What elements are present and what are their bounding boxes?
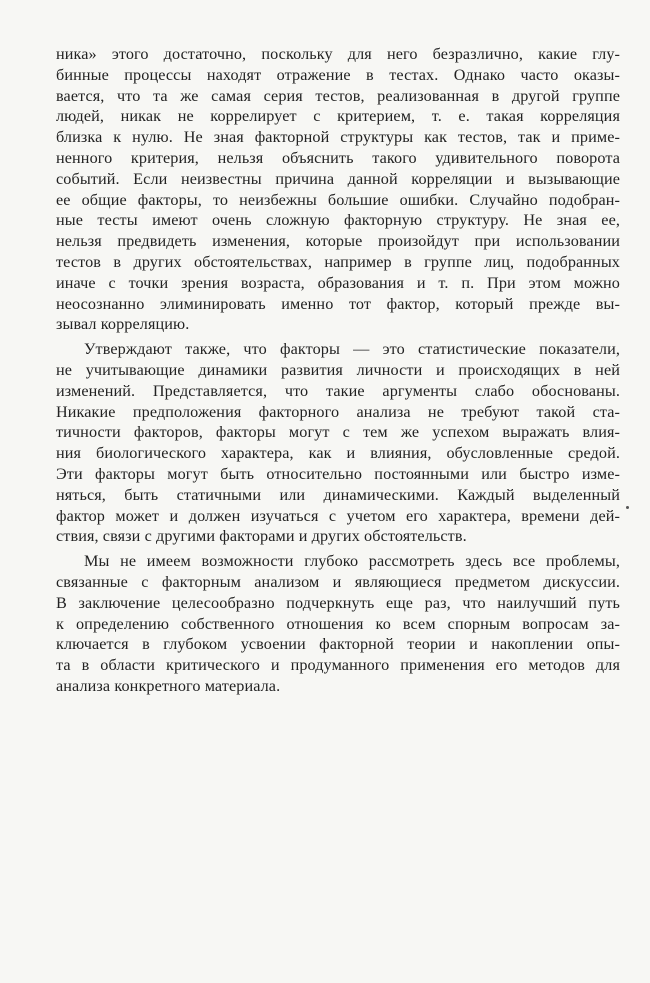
text-line: иначе с точки зрения возраста, образования и т. п. При этом можно: [56, 273, 620, 292]
body-text: [56, 44, 620, 697]
text-line: ника» этого достаточно, поскольку для него безразлично, какие глу-: [56, 45, 620, 63]
text-line: няться, быть статичными или динамическими. Каждый выделенный: [56, 485, 620, 504]
text-line: к определению собственного отношения ко всем спорным вопросам за-: [56, 614, 620, 633]
text-line: связанные с факторным анализом и являющиеся предметом дискуссии.: [56, 572, 620, 591]
text-line: Никакие предположения факторного анализа не требуют такой ста-: [56, 402, 620, 421]
text-line: ния биологического характера, как и влияния, обусловленные средой.: [56, 444, 620, 463]
text-line: Эти факторы могут быть относительно постоянными или быстро изме-: [56, 464, 620, 483]
text-line: событий. Если неизвестны причина данной корреляции и вызывающие: [56, 169, 620, 188]
text-line: изменений. Представляется, что такие аргументы слабо обоснованы.: [56, 381, 620, 400]
paragraph-2: [56, 339, 620, 547]
paragraph-1: [56, 44, 620, 335]
paragraph-3: [56, 551, 620, 697]
text-line: ключается в глубоком усвоении факторной теории и накоплении опы-: [56, 635, 620, 654]
text-line: бинные процессы находят отражение в тестах. Однако часто оказы-: [56, 65, 620, 84]
text-line: людей, никак не коррелирует с критерием, т. е. такая корреляция: [56, 107, 620, 126]
text-line: нельзя предвидеть изменения, которые произойдут при использовании: [56, 232, 620, 251]
text-line: зывал корреляцию.: [56, 315, 190, 334]
text-line: анализа конкретного материала.: [56, 676, 281, 695]
text-line: ее общие факторы, то неизбежны большие ошибки. Случайно подобран-: [56, 190, 620, 209]
text-line: В заключение целесообразно подчеркнуть еще раз, что наилучший путь: [56, 593, 620, 612]
text-line: не учитывающие динамики развития личности и происходящих в ней: [56, 360, 620, 379]
text-line: ненного критерия, нельзя объяснить такого удивительного поворота: [56, 148, 620, 167]
text-line: Утверждают также, что факторы — это статистические показатели,: [84, 340, 620, 359]
text-line: вается, что та же самая серия тестов, реализованная в другой группе: [56, 86, 620, 105]
scan-speck: [626, 506, 629, 509]
text-line: тестов в других обстоятельствах, например в группе лиц, подобранных: [56, 252, 620, 271]
text-line: ные тесты имеют очень сложную факторную структуру. Не зная ее,: [56, 211, 620, 230]
text-line: тичности факторов, факторы могут с тем же успехом выражать влия-: [56, 423, 620, 442]
text-line: Мы не имеем возможности глубоко рассмотреть здесь все проблемы,: [84, 552, 620, 571]
text-line: ствия, связи с другими факторами и других обстоятельств.: [56, 527, 467, 546]
text-line: близка к нулю. Не зная факторной структуры как тестов, так и приме-: [56, 128, 620, 147]
text-line: та в области критического и продуманного применения его методов для: [56, 656, 620, 675]
text-line: неосознанно элиминировать именно тот фактор, который прежде вы-: [56, 294, 620, 313]
text-line: фактор может и должен изучаться с учетом его характера, времени дей-: [56, 506, 620, 525]
